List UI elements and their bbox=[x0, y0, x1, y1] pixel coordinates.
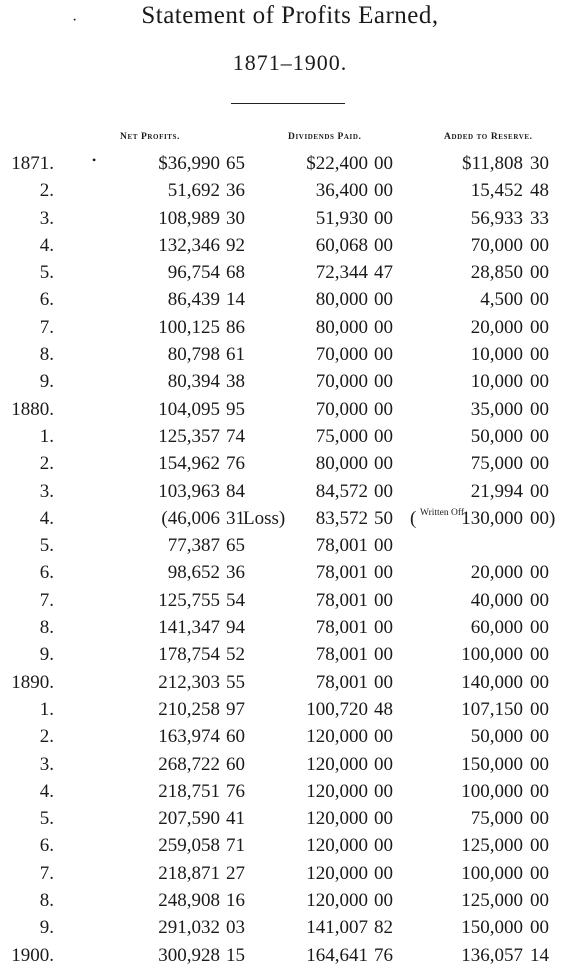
dividend-cents: 00 bbox=[374, 726, 393, 748]
year-cell: 1880. bbox=[11, 398, 54, 420]
dividend-dollars: 80,000 bbox=[315, 316, 368, 338]
title-text: Statement of Profits Earned, bbox=[141, 2, 439, 29]
table-row bbox=[0, 942, 580, 969]
net-profit-cents: 84 bbox=[226, 480, 245, 502]
net-profit-dollars: 291,032 bbox=[158, 917, 220, 939]
reserve-cents: 00 bbox=[530, 835, 549, 857]
net-profit-cents: 14 bbox=[226, 289, 245, 311]
reserve-dollars: 20,000 bbox=[470, 316, 523, 338]
net-profit-cents: 27 bbox=[226, 862, 245, 884]
reserve-cents: 00 bbox=[530, 316, 549, 338]
dividend-dollars: 60,068 bbox=[315, 234, 368, 256]
reserve-dollars: 10,000 bbox=[470, 344, 523, 366]
net-profit-cents: 65 bbox=[226, 153, 245, 174]
dividend-cents: 00 bbox=[374, 344, 393, 366]
year-cell: 7. bbox=[39, 589, 54, 611]
year-cell: 9. bbox=[39, 917, 54, 939]
net-profit-cents: 52 bbox=[226, 644, 245, 666]
reserve-dollars: 20,000 bbox=[470, 562, 523, 584]
net-profit-dollars: 125,755 bbox=[158, 589, 220, 611]
reserve-cents: 00 bbox=[530, 890, 549, 912]
dividend-cents: 00 bbox=[374, 207, 393, 229]
reserve-cents: 00 bbox=[530, 262, 549, 284]
dividend-dollars: 80,000 bbox=[315, 453, 368, 475]
reserve-dollars: 100,000 bbox=[461, 644, 523, 666]
dividend-cents: 48 bbox=[374, 698, 393, 720]
reserve-cents: 00 bbox=[530, 344, 549, 366]
year-cell: 4. bbox=[39, 780, 54, 802]
net-profit-dollars: 125,357 bbox=[158, 425, 220, 447]
dividend-cents: 47 bbox=[374, 262, 393, 284]
net-profit-cents: 92 bbox=[226, 234, 245, 256]
year-cell: 3. bbox=[39, 480, 54, 502]
dividend-dollars: $22,400 bbox=[306, 153, 368, 174]
net-profit-dollars: 104,095 bbox=[158, 398, 220, 420]
reserve-dollars: 70,000 bbox=[470, 234, 523, 256]
net-profit-dollars: 103,963 bbox=[158, 480, 220, 502]
table-row bbox=[0, 368, 580, 395]
dividend-dollars: 120,000 bbox=[306, 780, 368, 802]
net-profit-cents: 94 bbox=[226, 617, 245, 639]
net-profit-cents: 71 bbox=[226, 835, 245, 857]
reserve-dollars: 107,150 bbox=[461, 698, 523, 720]
reserve-dollars: 125,000 bbox=[461, 835, 523, 857]
reserve-cents: 14 bbox=[530, 944, 549, 966]
dividend-dollars: 70,000 bbox=[315, 344, 368, 366]
dividend-dollars: 78,001 bbox=[315, 617, 368, 639]
reserve-dollars: 35,000 bbox=[470, 398, 523, 420]
net-profit-cents: 76 bbox=[226, 780, 245, 802]
year-cell: 4. bbox=[39, 507, 54, 529]
year-cell: 9. bbox=[39, 644, 54, 666]
table-row bbox=[0, 341, 580, 368]
net-profit-dollars: 212,303 bbox=[158, 671, 220, 693]
dividend-dollars: 120,000 bbox=[306, 808, 368, 830]
year-cell: 6. bbox=[39, 289, 54, 311]
reserve-dollars: 150,000 bbox=[461, 917, 523, 939]
net-profit-dollars: 178,754 bbox=[158, 644, 220, 666]
reserve-dollars: 100,000 bbox=[461, 780, 523, 802]
net-profit-dollars: 154,962 bbox=[158, 453, 220, 475]
net-profit-dollars: 98,652 bbox=[167, 562, 220, 584]
table-row bbox=[0, 669, 580, 696]
reserve-cents: 30 bbox=[530, 153, 549, 174]
table-row bbox=[0, 314, 580, 341]
table-row bbox=[0, 286, 580, 313]
dividend-dollars: 141,007 bbox=[306, 917, 368, 939]
table-row bbox=[0, 914, 580, 941]
net-profit-cents: 68 bbox=[226, 262, 245, 284]
dividend-cents: 00 bbox=[374, 535, 393, 557]
net-profit-dollars: 132,346 bbox=[158, 234, 220, 256]
dividend-cents: 00 bbox=[374, 589, 393, 611]
title-dot: · bbox=[72, 12, 78, 29]
year-cell: 1900. bbox=[11, 944, 54, 966]
bullet-mark: • bbox=[92, 153, 97, 167]
table-row bbox=[0, 505, 580, 532]
table-row bbox=[0, 751, 580, 778]
dividend-cents: 00 bbox=[374, 835, 393, 857]
year-cell: 3. bbox=[39, 753, 54, 775]
year-cell: 7. bbox=[39, 862, 54, 884]
year-cell: 4. bbox=[39, 234, 54, 256]
table-row bbox=[0, 450, 580, 477]
reserve-dollars: 10,000 bbox=[470, 371, 523, 393]
net-profit-dollars: 77,387 bbox=[167, 535, 220, 557]
reserve-dollars: 15,452 bbox=[470, 180, 523, 202]
reserve-cents: 00 bbox=[530, 453, 549, 475]
dividend-dollars: 83,572 bbox=[315, 507, 368, 529]
year-cell: 8. bbox=[39, 890, 54, 912]
dividend-cents: 00 bbox=[374, 289, 393, 311]
dividend-cents: 00 bbox=[374, 671, 393, 693]
net-profit-dollars: 300,928 bbox=[158, 944, 220, 966]
reserve-dollars: 75,000 bbox=[470, 808, 523, 830]
year-cell: 1. bbox=[39, 698, 54, 720]
year-cell: 6. bbox=[39, 835, 54, 857]
reserve-cents: 00 bbox=[530, 917, 549, 939]
table-row bbox=[0, 614, 580, 641]
dividend-dollars: 120,000 bbox=[306, 835, 368, 857]
table-row bbox=[0, 723, 580, 750]
header-dividends-paid: Dividends Paid. bbox=[288, 132, 362, 142]
net-profit-cents: 61 bbox=[226, 344, 245, 366]
dividend-dollars: 120,000 bbox=[306, 753, 368, 775]
year-cell: 1871. bbox=[11, 153, 54, 174]
reserve-dollars: 125,000 bbox=[461, 890, 523, 912]
reserve-cents: 33 bbox=[530, 207, 549, 229]
dividend-dollars: 75,000 bbox=[315, 425, 368, 447]
net-profit-cents: 60 bbox=[226, 753, 245, 775]
dividend-dollars: 120,000 bbox=[306, 862, 368, 884]
reserve-dollars: 40,000 bbox=[470, 589, 523, 611]
year-cell: 2. bbox=[39, 453, 54, 475]
year-cell: 5. bbox=[39, 808, 54, 830]
table-row bbox=[0, 259, 580, 286]
dividend-dollars: 100,720 bbox=[306, 698, 368, 720]
net-profit-dollars: 80,798 bbox=[167, 344, 220, 366]
reserve-cents: 00 bbox=[530, 371, 549, 393]
dividend-cents: 00 bbox=[374, 808, 393, 830]
table-row bbox=[0, 423, 580, 450]
dividend-dollars: 164,641 bbox=[306, 944, 368, 966]
page-title bbox=[0, 2, 580, 30]
net-profit-dollars: 86,439 bbox=[167, 289, 220, 311]
net-profit-cents: 31 bbox=[226, 507, 245, 529]
reserve-dollars: 60,000 bbox=[470, 617, 523, 639]
table-row bbox=[0, 150, 580, 177]
reserve-cents: 00 bbox=[530, 562, 549, 584]
header-added-to-reserve: Added to Reserve. bbox=[444, 132, 533, 142]
dividend-cents: 00 bbox=[374, 180, 393, 202]
net-profit-cents: 15 bbox=[226, 944, 245, 966]
dividend-cents: 00 bbox=[374, 453, 393, 475]
year-cell: 8. bbox=[39, 344, 54, 366]
dividend-cents: 00 bbox=[374, 480, 393, 502]
year-cell: 6. bbox=[39, 562, 54, 584]
dividend-cents: 76 bbox=[374, 944, 393, 966]
reserve-dollars: $11,808 bbox=[461, 153, 523, 174]
net-profit-cents: 36 bbox=[226, 562, 245, 584]
reserve-cents: 48 bbox=[530, 180, 549, 202]
profits-table bbox=[0, 150, 580, 969]
dividend-dollars: 72,344 bbox=[315, 262, 368, 284]
net-profit-dollars: 218,871 bbox=[158, 862, 220, 884]
reserve-cents: 00 bbox=[530, 644, 549, 666]
year-cell: 2. bbox=[39, 726, 54, 748]
dividend-cents: 00 bbox=[374, 425, 393, 447]
reserve-dollars: 50,000 bbox=[470, 425, 523, 447]
year-cell: 1890. bbox=[11, 671, 54, 693]
reserve-dollars: 56,933 bbox=[470, 207, 523, 229]
net-profit-dollars: 259,058 bbox=[158, 835, 220, 857]
dividend-dollars: 80,000 bbox=[315, 289, 368, 311]
reserve-dollars: 136,057 bbox=[461, 944, 523, 966]
reserve-cents: 00 bbox=[530, 808, 549, 830]
dividend-cents: 00 bbox=[374, 753, 393, 775]
year-cell: 5. bbox=[39, 535, 54, 557]
reserve-dollars: 75,000 bbox=[470, 453, 523, 475]
reserve-dollars: 50,000 bbox=[470, 726, 523, 748]
dividend-dollars: 70,000 bbox=[315, 371, 368, 393]
net-profit-dollars: 108,989 bbox=[158, 207, 220, 229]
table-row bbox=[0, 832, 580, 859]
dividend-cents: 00 bbox=[374, 153, 393, 174]
net-profit-dollars: $36,990 bbox=[158, 153, 220, 174]
dividend-dollars: 78,001 bbox=[315, 535, 368, 557]
reserve-cents: 00 bbox=[530, 425, 549, 447]
dividend-dollars: 36,400 bbox=[315, 180, 368, 202]
reserve-cents: 00 bbox=[530, 862, 549, 884]
reserve-cents: 00 bbox=[530, 780, 549, 802]
net-profit-cents: 97 bbox=[226, 698, 245, 720]
dividend-cents: 00 bbox=[374, 234, 393, 256]
dividend-cents: 00 bbox=[374, 644, 393, 666]
table-row bbox=[0, 396, 580, 423]
written-off-paren: ( bbox=[410, 507, 417, 529]
dividend-cents: 00 bbox=[374, 780, 393, 802]
year-cell: 8. bbox=[39, 617, 54, 639]
net-profit-dollars: 96,754 bbox=[167, 262, 220, 284]
table-row bbox=[0, 641, 580, 668]
net-profit-cents: 76 bbox=[226, 453, 245, 475]
net-profit-dollars: 51,692 bbox=[167, 180, 220, 202]
dividend-cents: 82 bbox=[374, 917, 393, 939]
net-profit-dollars: 163,974 bbox=[158, 726, 220, 748]
net-profit-cents: 65 bbox=[226, 535, 245, 557]
net-profit-cents: 30 bbox=[226, 207, 245, 229]
page-subtitle: 1871–1900. bbox=[232, 50, 348, 75]
reserve-cents: 00 bbox=[530, 726, 549, 748]
reserve-dollars: 4,500 bbox=[480, 289, 523, 311]
dividend-cents: 00 bbox=[374, 617, 393, 639]
year-cell: 3. bbox=[39, 207, 54, 229]
table-row bbox=[0, 860, 580, 887]
reserve-dollars: 28,850 bbox=[470, 262, 523, 284]
dividend-cents: 00 bbox=[374, 862, 393, 884]
net-profit-dollars: (46,006 bbox=[161, 507, 220, 529]
dividend-cents: 00 bbox=[374, 316, 393, 338]
year-cell: 9. bbox=[39, 371, 54, 393]
dividend-cents: 00 bbox=[374, 371, 393, 393]
dividend-cents: 00 bbox=[374, 890, 393, 912]
reserve-cents: 00 bbox=[530, 698, 549, 720]
net-profit-cents: 36 bbox=[226, 180, 245, 202]
reserve-dollars: 130,000 bbox=[461, 507, 523, 529]
year-cell: 2. bbox=[39, 180, 54, 202]
reserve-cents: 00) bbox=[530, 507, 556, 529]
reserve-dollars: 100,000 bbox=[461, 862, 523, 884]
dividend-dollars: 78,001 bbox=[315, 562, 368, 584]
dividend-dollars: 51,930 bbox=[315, 207, 368, 229]
written-off-label: Written Off bbox=[420, 507, 465, 518]
net-profit-cents: 55 bbox=[226, 671, 245, 693]
reserve-cents: 00 bbox=[530, 480, 549, 502]
dividend-dollars: 120,000 bbox=[306, 890, 368, 912]
reserve-dollars: 140,000 bbox=[461, 671, 523, 693]
net-profit-dollars: 268,722 bbox=[158, 753, 220, 775]
reserve-cents: 00 bbox=[530, 289, 549, 311]
net-profit-cents: 54 bbox=[226, 589, 245, 611]
table-row bbox=[0, 805, 580, 832]
year-cell: 1. bbox=[39, 425, 54, 447]
dividend-dollars: 78,001 bbox=[315, 589, 368, 611]
net-profit-cents: 74 bbox=[226, 425, 245, 447]
reserve-cents: 00 bbox=[530, 234, 549, 256]
dividend-dollars: 78,001 bbox=[315, 671, 368, 693]
net-profit-cents: 60 bbox=[226, 726, 245, 748]
reserve-dollars: 150,000 bbox=[461, 753, 523, 775]
net-profit-dollars: 248,908 bbox=[158, 890, 220, 912]
year-cell: 7. bbox=[39, 316, 54, 338]
dividend-dollars: 84,572 bbox=[315, 480, 368, 502]
table-row bbox=[0, 559, 580, 586]
table-row bbox=[0, 887, 580, 914]
net-profit-cents: 86 bbox=[226, 316, 245, 338]
year-cell: 5. bbox=[39, 262, 54, 284]
reserve-dollars: 21,994 bbox=[470, 480, 523, 502]
net-profit-dollars: 207,590 bbox=[158, 808, 220, 830]
net-profit-cents: 41 bbox=[226, 808, 245, 830]
net-profit-dollars: 100,125 bbox=[158, 316, 220, 338]
reserve-cents: 00 bbox=[530, 398, 549, 420]
net-profit-dollars: 210,258 bbox=[158, 698, 220, 720]
dividend-cents: 50 bbox=[374, 507, 393, 529]
header-net-profits: Net Profits. bbox=[120, 132, 181, 142]
net-profit-cents: 95 bbox=[226, 398, 245, 420]
title-rule bbox=[231, 103, 345, 104]
table-row bbox=[0, 696, 580, 723]
table-row bbox=[0, 478, 580, 505]
dividend-dollars: 70,000 bbox=[315, 398, 368, 420]
net-profit-cents: 38 bbox=[226, 371, 245, 393]
table-row bbox=[0, 532, 580, 559]
table-row bbox=[0, 587, 580, 614]
net-profit-dollars: 80,394 bbox=[167, 371, 220, 393]
loss-label: Loss) bbox=[243, 507, 286, 529]
table-row bbox=[0, 205, 580, 232]
dividend-dollars: 78,001 bbox=[315, 644, 368, 666]
dividend-dollars: 120,000 bbox=[306, 726, 368, 748]
reserve-cents: 00 bbox=[530, 617, 549, 639]
dividend-cents: 00 bbox=[374, 562, 393, 584]
net-profit-cents: 16 bbox=[226, 890, 245, 912]
net-profit-cents: 03 bbox=[226, 917, 245, 939]
net-profit-dollars: 218,751 bbox=[158, 780, 220, 802]
reserve-cents: 00 bbox=[530, 589, 549, 611]
net-profit-dollars: 141,347 bbox=[158, 617, 220, 639]
reserve-cents: 00 bbox=[530, 671, 549, 693]
table-row bbox=[0, 177, 580, 204]
reserve-cents: 00 bbox=[530, 753, 549, 775]
table-row bbox=[0, 232, 580, 259]
table-row bbox=[0, 778, 580, 805]
dividend-cents: 00 bbox=[374, 398, 393, 420]
